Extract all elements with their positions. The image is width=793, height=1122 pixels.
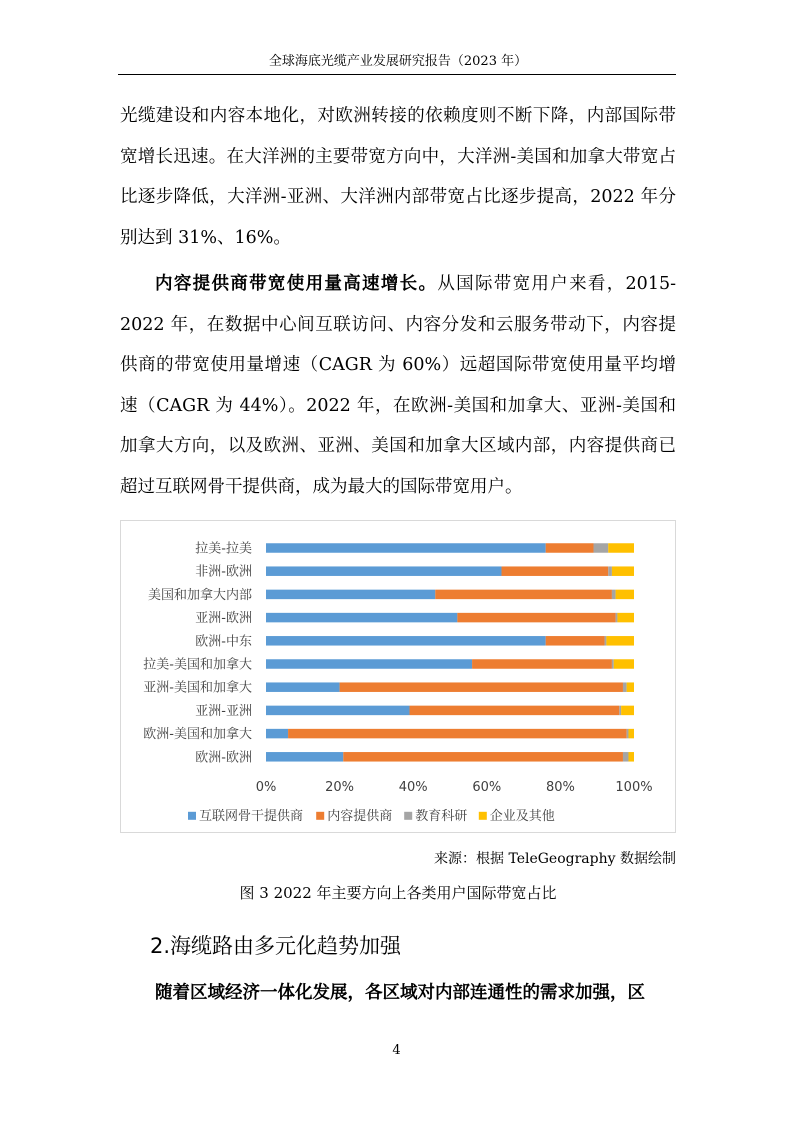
- page-number: 4: [392, 1043, 401, 1058]
- category-label: 亚洲-欧洲: [195, 611, 252, 627]
- legend-swatch: [316, 812, 324, 820]
- bar-segment-series-2: [608, 566, 612, 576]
- x-tick-label: 60%: [472, 779, 502, 795]
- body-paragraph-2: [120, 264, 676, 507]
- bar-segment-series-3: [608, 543, 634, 553]
- paragraph-2-lead: 内容提供商带宽使用量高速增长。: [155, 274, 438, 294]
- bar-segment-series-1: [435, 590, 612, 600]
- bar-segment-series-0: [266, 543, 546, 553]
- category-label: 欧洲-中东: [195, 634, 252, 650]
- bar-segment-series-3: [628, 752, 634, 762]
- category-label: 亚洲-亚洲: [195, 703, 252, 719]
- section-title: 2.海缆路由多元化趋势加强: [150, 934, 402, 958]
- category-label: 美国和加拿大内部: [147, 587, 252, 603]
- bar-segment-series-0: [266, 682, 340, 692]
- bar-segment-series-1: [410, 706, 620, 716]
- running-header: 全球海底光缆产业发展研究报告（2023 年）: [268, 54, 528, 69]
- x-tick-label: 80%: [545, 779, 575, 795]
- x-tick-label: 20%: [325, 779, 355, 795]
- bar-segment-series-2: [627, 729, 629, 739]
- bar-segment-series-3: [621, 706, 634, 716]
- bar-segment-series-2: [612, 659, 614, 669]
- legend-entry: 教育科研: [415, 808, 468, 824]
- bar-segment-series-2: [605, 636, 607, 646]
- category-label: 拉美-美国和加拿大: [143, 657, 252, 673]
- body-paragraph-3: 随着区域经济一体化发展，各区域对内部连通性的需求加强，区: [155, 983, 645, 1003]
- figure-source: 来源：根据 TeleGeography 数据绘制: [434, 851, 676, 867]
- bar-segment-series-3: [606, 636, 634, 646]
- bar-segment-series-1: [546, 543, 594, 553]
- category-label: 亚洲-美国和加拿大: [143, 680, 252, 696]
- bar-segment-series-0: [266, 706, 410, 716]
- figure-caption: 图 3 2022 年主要方向上各类用户国际带宽占比: [239, 884, 557, 902]
- x-tick-label: 40%: [398, 779, 428, 795]
- legend-entry: 内容提供商: [327, 808, 393, 824]
- bar-segment-series-3: [627, 682, 634, 692]
- x-tick-label: 100%: [615, 779, 653, 795]
- bar-segment-series-2: [623, 682, 627, 692]
- body-paragraph-1: 光缆建设和内容本地化，对欧洲转接的依赖度则不断下降，内部国际带宽增长迅速。在大洋洲的主要带宽方向中，大洋洲-美国和加拿大带宽占比逐步降低，大洋洲-亚洲、大洋洲内部带宽占比逐步提高，2022 年分别达到 31%、16%。: [120, 106, 676, 248]
- bar-segment-series-0: [266, 729, 288, 739]
- paragraph-2-text: 从国际带宽用户来看，2015-2022 年，在数据中心间互联访问、内容分发和云服务带动下，内容提供商的带宽使用量增速（CAGR 为 60%）远超国际带宽使用量平均增速（CAGR 为 44%）。2022 年，在欧洲-美国和加拿大、亚洲-美国和加拿大方向，以及欧洲、亚洲、美国和加拿大区域内部，内容提供商已超过互联网骨干提供商，成为最大的国际带宽用户。: [120, 274, 676, 497]
- bar-segment-series-1: [457, 613, 615, 623]
- bar-segment-series-1: [502, 566, 609, 576]
- legend-swatch: [479, 812, 487, 820]
- category-label: 欧洲-欧洲: [195, 750, 252, 766]
- bar-segment-series-3: [628, 729, 634, 739]
- chart-svg: [121, 521, 675, 832]
- legend-swatch: [404, 812, 412, 820]
- bar-segment-series-2: [612, 590, 616, 600]
- bar-segment-series-2: [616, 613, 618, 623]
- bar-segment-series-2: [619, 706, 621, 716]
- bar-segment-series-0: [266, 636, 546, 646]
- category-label: 拉美-拉美: [195, 541, 252, 557]
- bar-segment-series-3: [612, 566, 634, 576]
- bar-segment-series-3: [617, 613, 634, 623]
- header-rule: [118, 74, 676, 75]
- bandwidth-chart: [120, 520, 676, 833]
- bar-segment-series-0: [266, 752, 343, 762]
- bar-segment-series-1: [343, 752, 623, 762]
- legend-entry: 互联网骨干提供商: [199, 808, 304, 824]
- bar-segment-series-3: [614, 659, 634, 669]
- bar-segment-series-2: [623, 752, 629, 762]
- bar-segment-series-1: [340, 682, 623, 692]
- legend-swatch: [188, 812, 196, 820]
- bar-segment-series-0: [266, 613, 457, 623]
- category-label: 非洲-欧洲: [195, 564, 252, 580]
- bar-segment-series-1: [288, 729, 627, 739]
- bar-segment-series-0: [266, 659, 472, 669]
- bar-segment-series-1: [472, 659, 612, 669]
- bar-segment-series-0: [266, 566, 502, 576]
- bar-segment-series-1: [546, 636, 605, 646]
- category-label: 欧洲-美国和加拿大: [143, 727, 252, 743]
- bar-segment-series-2: [594, 543, 609, 553]
- bar-segment-series-3: [616, 590, 634, 600]
- bar-segment-series-0: [266, 590, 435, 600]
- legend-entry: 企业及其他: [489, 808, 555, 824]
- x-tick-label: 0%: [255, 779, 277, 795]
